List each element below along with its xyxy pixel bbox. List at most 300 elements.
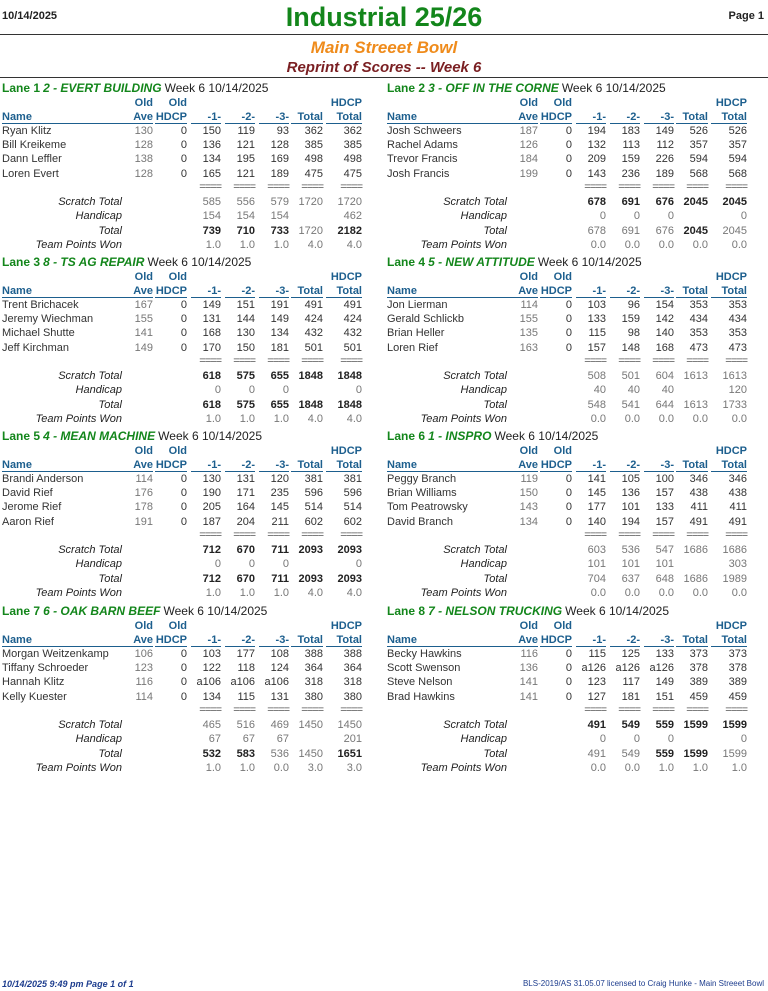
player-total: 596 bbox=[304, 487, 323, 499]
player-g1: a106 bbox=[196, 676, 221, 688]
summary-handicap-value: 0 bbox=[740, 210, 747, 222]
player-hdcp: 0 bbox=[565, 473, 572, 485]
separator: ==== bbox=[267, 704, 289, 716]
lane-header bbox=[2, 429, 262, 443]
player-ave: 138 bbox=[134, 153, 153, 165]
player-g3: 134 bbox=[270, 327, 289, 339]
player-g2: 195 bbox=[236, 153, 255, 165]
summary-label-total: Total bbox=[98, 225, 122, 237]
player-ave: 143 bbox=[519, 501, 538, 513]
player-ave: 176 bbox=[134, 487, 153, 499]
player-ave: 135 bbox=[519, 327, 538, 339]
summary-scratch-value: 676 bbox=[655, 196, 674, 208]
summary-points-value: 0.0 bbox=[624, 587, 640, 599]
player-g3: 140 bbox=[655, 327, 674, 339]
summary-totals-value: 704 bbox=[587, 573, 606, 585]
separator: ==== bbox=[686, 704, 708, 716]
col-header-hdcp-total: Total bbox=[711, 285, 747, 298]
player-name: Aaron Rief bbox=[2, 516, 54, 528]
player-hdcp: 0 bbox=[565, 139, 572, 151]
player-hdcp: 0 bbox=[565, 313, 572, 325]
summary-totals-value: 2045 bbox=[722, 225, 747, 237]
summary-label-points: Team Points Won bbox=[35, 239, 122, 251]
player-g1: 131 bbox=[202, 313, 221, 325]
summary-handicap-value: 0 bbox=[214, 384, 221, 396]
summary-totals-value: 1733 bbox=[722, 399, 747, 411]
summary-scratch-value: 1686 bbox=[722, 544, 747, 556]
page-number: Page 1 bbox=[728, 10, 764, 22]
summary-scratch-value: 508 bbox=[587, 370, 606, 382]
player-hdcp: 0 bbox=[180, 139, 187, 151]
col-header-name: Name bbox=[387, 111, 509, 124]
player-hdcp-total: 596 bbox=[343, 487, 362, 499]
player-total: 364 bbox=[304, 662, 323, 674]
player-hdcp: 0 bbox=[180, 125, 187, 137]
player-name: Dann Leffler bbox=[2, 153, 62, 165]
summary-handicap-value: 0 bbox=[740, 733, 747, 745]
summary-totals-value: 575 bbox=[236, 399, 255, 411]
lane-header bbox=[387, 255, 642, 269]
summary-scratch-value: 604 bbox=[655, 370, 674, 382]
player-g3: a106 bbox=[264, 676, 289, 688]
separator: ==== bbox=[618, 355, 640, 367]
player-name: Bill Kreikeme bbox=[2, 139, 67, 151]
player-ave: 150 bbox=[519, 487, 538, 499]
header-rule bbox=[0, 34, 768, 35]
separator: ==== bbox=[652, 704, 674, 716]
separator: ==== bbox=[725, 355, 747, 367]
player-total: 475 bbox=[304, 168, 323, 180]
team-name: 3 - OFF IN THE CORNE bbox=[428, 81, 559, 95]
col-header-g2: -2- bbox=[610, 459, 640, 472]
col-header-g3: -3- bbox=[644, 111, 674, 124]
player-name: Steve Nelson bbox=[387, 676, 453, 688]
player-g2: a126 bbox=[615, 662, 640, 674]
player-g3: 145 bbox=[270, 501, 289, 513]
player-g3: 133 bbox=[655, 648, 674, 660]
lane-block bbox=[385, 252, 767, 426]
player-name: Brian Heller bbox=[387, 327, 445, 339]
col-header-g2: -2- bbox=[225, 459, 255, 472]
summary-totals-value: 637 bbox=[621, 573, 640, 585]
player-total: 346 bbox=[689, 473, 708, 485]
player-total: 362 bbox=[304, 125, 323, 137]
player-hdcp: 0 bbox=[565, 153, 572, 165]
player-ave: 134 bbox=[519, 516, 538, 528]
player-total: 498 bbox=[304, 153, 323, 165]
summary-scratch-value: 618 bbox=[202, 370, 221, 382]
col-header-hdcp-total-top: HDCP bbox=[715, 271, 747, 283]
summary-label-scratch: Scratch Total bbox=[58, 370, 122, 382]
separator: ==== bbox=[340, 704, 362, 716]
player-name: Rachel Adams bbox=[387, 139, 458, 151]
player-hdcp: 0 bbox=[180, 473, 187, 485]
player-ave: 106 bbox=[134, 648, 153, 660]
player-g2: 98 bbox=[627, 327, 640, 339]
player-hdcp-total: 385 bbox=[343, 139, 362, 151]
separator: ==== bbox=[301, 704, 323, 716]
summary-totals-value: 2182 bbox=[337, 225, 362, 237]
summary-scratch-value: 1720 bbox=[337, 196, 362, 208]
team-name: 2 - EVERT BUILDING bbox=[43, 81, 162, 95]
col-header-total: Total bbox=[676, 634, 708, 647]
player-g3: 128 bbox=[270, 139, 289, 151]
col-header-hdcp-total-top: HDCP bbox=[330, 620, 362, 632]
player-hdcp: 0 bbox=[180, 313, 187, 325]
separator: ==== bbox=[686, 181, 708, 193]
col-header-old-ave-top: Old bbox=[134, 97, 153, 109]
summary-handicap-value: 154 bbox=[270, 210, 289, 222]
player-total: 373 bbox=[689, 648, 708, 660]
player-hdcp-total: 353 bbox=[728, 299, 747, 311]
separator: ==== bbox=[618, 704, 640, 716]
summary-scratch-value: 712 bbox=[202, 544, 221, 556]
player-g1: 145 bbox=[587, 487, 606, 499]
player-hdcp-total: 498 bbox=[343, 153, 362, 165]
col-header-g3: -3- bbox=[644, 634, 674, 647]
summary-totals-value: 1848 bbox=[337, 399, 362, 411]
player-ave: 187 bbox=[519, 125, 538, 137]
col-header-hdcp-total: Total bbox=[326, 111, 362, 124]
summary-label-scratch: Scratch Total bbox=[443, 719, 507, 731]
week-label: Week 6 10/14/2025 bbox=[565, 604, 670, 618]
lane-header bbox=[387, 429, 598, 443]
summary-points-value: 0.0 bbox=[624, 239, 640, 251]
col-header-hdcp: HDCP bbox=[155, 285, 187, 297]
summary-handicap-value: 67 bbox=[276, 733, 289, 745]
player-hdcp: 0 bbox=[565, 676, 572, 688]
player-g3: 235 bbox=[270, 487, 289, 499]
player-ave: 141 bbox=[519, 691, 538, 703]
player-hdcp-total: 373 bbox=[728, 648, 747, 660]
summary-totals-value: 491 bbox=[587, 748, 606, 760]
summary-label-scratch: Scratch Total bbox=[443, 544, 507, 556]
player-ave: 130 bbox=[134, 125, 153, 137]
player-g1: 150 bbox=[202, 125, 221, 137]
col-header-old-ave-top: Old bbox=[519, 445, 538, 457]
player-hdcp-total: 380 bbox=[343, 691, 362, 703]
player-ave: 126 bbox=[519, 139, 538, 151]
separator: ==== bbox=[233, 181, 255, 193]
col-header-name: Name bbox=[387, 459, 509, 472]
player-name: Tiffany Schroeder bbox=[2, 662, 89, 674]
summary-handicap-value: 0 bbox=[633, 210, 640, 222]
player-total: 385 bbox=[304, 139, 323, 151]
week-label: Week 6 10/14/2025 bbox=[163, 604, 268, 618]
summary-points-value: 0.0 bbox=[692, 239, 708, 251]
col-header-hdcp-total-top: HDCP bbox=[330, 271, 362, 283]
player-hdcp: 0 bbox=[565, 691, 572, 703]
col-header-g2: -2- bbox=[610, 285, 640, 298]
player-hdcp: 0 bbox=[565, 342, 572, 354]
player-g1: 136 bbox=[202, 139, 221, 151]
player-hdcp: 0 bbox=[180, 676, 187, 688]
summary-points-value: 1.0 bbox=[273, 413, 289, 425]
summary-points-value: 0.0 bbox=[273, 762, 289, 774]
summary-totals-value: 559 bbox=[655, 748, 674, 760]
player-g1: 127 bbox=[587, 691, 606, 703]
summary-scratch-value: 678 bbox=[587, 196, 606, 208]
summary-scratch-value: 585 bbox=[202, 196, 221, 208]
col-header-ave: Ave bbox=[123, 111, 153, 124]
player-name: David Branch bbox=[387, 516, 454, 528]
summary-points-value: 1.0 bbox=[273, 587, 289, 599]
player-g1: 132 bbox=[587, 139, 606, 151]
player-g2: 177 bbox=[236, 648, 255, 660]
lane-header bbox=[2, 81, 268, 95]
player-g3: 93 bbox=[276, 125, 289, 137]
player-hdcp: 0 bbox=[180, 648, 187, 660]
lane-number: Lane 1 bbox=[2, 81, 41, 95]
player-ave: 167 bbox=[134, 299, 153, 311]
player-g3: 149 bbox=[655, 125, 674, 137]
summary-handicap-value: 0 bbox=[248, 384, 255, 396]
col-header-g3: -3- bbox=[644, 285, 674, 298]
summary-handicap-value: 0 bbox=[282, 558, 289, 570]
player-hdcp-total: 473 bbox=[728, 342, 747, 354]
player-g2: 119 bbox=[237, 125, 255, 137]
col-header-total: Total bbox=[291, 459, 323, 472]
player-g3: 168 bbox=[655, 342, 674, 354]
lane-number: Lane 4 bbox=[387, 255, 426, 269]
separator: ==== bbox=[301, 355, 323, 367]
player-g3: 142 bbox=[655, 313, 674, 325]
summary-points-value: 0.0 bbox=[590, 762, 606, 774]
summary-label-handicap: Handicap bbox=[75, 210, 122, 222]
player-g1: 123 bbox=[587, 676, 606, 688]
summary-points-value: 4.0 bbox=[307, 239, 323, 251]
summary-scratch-value: 465 bbox=[202, 719, 221, 731]
summary-handicap-value: 0 bbox=[248, 558, 255, 570]
separator: ==== bbox=[233, 704, 255, 716]
col-header-ave: Ave bbox=[508, 459, 538, 472]
summary-points-value: 0.0 bbox=[624, 762, 640, 774]
summary-handicap-value: 0 bbox=[667, 733, 674, 745]
player-g3: 169 bbox=[270, 153, 289, 165]
summary-totals-value: 536 bbox=[270, 748, 289, 760]
player-g3: a126 bbox=[649, 662, 674, 674]
summary-totals-value: 712 bbox=[202, 573, 221, 585]
player-g1: 209 bbox=[587, 153, 606, 165]
summary-totals-value: 541 bbox=[621, 399, 640, 411]
col-header-ave: Ave bbox=[123, 285, 153, 298]
player-hdcp: 0 bbox=[180, 487, 187, 499]
summary-scratch-value: 2045 bbox=[722, 196, 747, 208]
player-name: Jeff Kirchman bbox=[2, 342, 70, 354]
player-g2: 236 bbox=[621, 168, 640, 180]
summary-label-handicap: Handicap bbox=[460, 384, 507, 396]
lane-block bbox=[385, 78, 767, 252]
player-ave: 114 bbox=[135, 473, 153, 485]
col-header-name: Name bbox=[387, 285, 509, 298]
summary-points-value: 1.0 bbox=[239, 413, 255, 425]
player-hdcp: 0 bbox=[565, 327, 572, 339]
summary-totals-value: 532 bbox=[202, 748, 221, 760]
player-ave: 163 bbox=[519, 342, 538, 354]
player-g1: 130 bbox=[202, 473, 221, 485]
player-g2: 171 bbox=[236, 487, 255, 499]
separator: ==== bbox=[301, 529, 323, 541]
summary-label-total: Total bbox=[483, 225, 507, 237]
player-g2: 115 bbox=[237, 691, 255, 703]
summary-label-points: Team Points Won bbox=[35, 762, 122, 774]
summary-points-value: 3.0 bbox=[307, 762, 323, 774]
player-name: Scott Swenson bbox=[387, 662, 461, 674]
player-hdcp-total: 491 bbox=[728, 516, 747, 528]
summary-points-value: 0.0 bbox=[590, 413, 606, 425]
summary-scratch-value: 2093 bbox=[298, 544, 323, 556]
summary-handicap-value: 0 bbox=[599, 210, 606, 222]
summary-totals-value: 548 bbox=[587, 399, 606, 411]
player-g2: 204 bbox=[236, 516, 255, 528]
summary-points-value: 4.0 bbox=[346, 587, 362, 599]
player-hdcp: 0 bbox=[565, 648, 572, 660]
team-name: 7 - NELSON TRUCKING bbox=[428, 604, 563, 618]
summary-label-points: Team Points Won bbox=[420, 413, 507, 425]
player-g3: 108 bbox=[270, 648, 289, 660]
col-header-g3: -3- bbox=[259, 285, 289, 298]
summary-points-value: 3.0 bbox=[346, 762, 362, 774]
separator: ==== bbox=[725, 181, 747, 193]
col-header-hdcp-total: Total bbox=[711, 634, 747, 647]
separator: ==== bbox=[301, 181, 323, 193]
player-hdcp: 0 bbox=[565, 125, 572, 137]
col-header-total: Total bbox=[291, 285, 323, 298]
summary-points-value: 1.0 bbox=[658, 762, 674, 774]
summary-handicap-value: 67 bbox=[208, 733, 221, 745]
player-g1: 205 bbox=[202, 501, 221, 513]
col-header-old-hdcp-top: Old bbox=[553, 97, 572, 109]
summary-label-handicap: Handicap bbox=[75, 558, 122, 570]
player-g1: 177 bbox=[587, 501, 606, 513]
player-hdcp-total: 353 bbox=[728, 327, 747, 339]
col-header-name: Name bbox=[2, 459, 124, 472]
player-g1: 194 bbox=[587, 125, 606, 137]
player-g2: 159 bbox=[621, 153, 640, 165]
summary-scratch-value: 1848 bbox=[337, 370, 362, 382]
summary-points-value: 0.0 bbox=[658, 239, 674, 251]
col-header-old-ave-top: Old bbox=[134, 445, 153, 457]
col-header-old-hdcp-top: Old bbox=[168, 445, 187, 457]
player-g3: 149 bbox=[270, 313, 289, 325]
summary-label-scratch: Scratch Total bbox=[58, 544, 122, 556]
separator: ==== bbox=[618, 529, 640, 541]
league-title: Industrial 25/26 bbox=[285, 2, 483, 32]
lane-block bbox=[0, 78, 382, 252]
summary-scratch-value: 559 bbox=[655, 719, 674, 731]
player-ave: 123 bbox=[134, 662, 153, 674]
summary-handicap-value: 40 bbox=[627, 384, 640, 396]
player-name: Josh Schweers bbox=[387, 125, 462, 137]
lane-block bbox=[385, 426, 767, 600]
summary-totals-value: 670 bbox=[236, 573, 255, 585]
player-name: Becky Hawkins bbox=[387, 648, 462, 660]
summary-points-value: 1.0 bbox=[205, 762, 221, 774]
separator: ==== bbox=[652, 355, 674, 367]
week-label: Week 6 10/14/2025 bbox=[494, 429, 599, 443]
player-name: Kelly Kuester bbox=[2, 691, 67, 703]
summary-totals-value: 739 bbox=[202, 225, 221, 237]
player-total: 459 bbox=[689, 691, 708, 703]
summary-totals-value: 1599 bbox=[683, 748, 708, 760]
player-hdcp-total: 594 bbox=[728, 153, 747, 165]
player-g1: 103 bbox=[587, 299, 606, 311]
player-total: 602 bbox=[304, 516, 323, 528]
summary-scratch-value: 1613 bbox=[722, 370, 747, 382]
player-total: 491 bbox=[304, 299, 323, 311]
summary-label-scratch: Scratch Total bbox=[58, 719, 122, 731]
col-header-total: Total bbox=[676, 285, 708, 298]
week-label: Week 6 10/14/2025 bbox=[164, 81, 269, 95]
player-g3: 157 bbox=[655, 516, 674, 528]
separator: ==== bbox=[584, 529, 606, 541]
player-g2: 121 bbox=[236, 139, 255, 151]
col-header-name: Name bbox=[2, 634, 124, 647]
team-name: 5 - NEW ATTITUDE bbox=[428, 255, 535, 269]
player-hdcp: 0 bbox=[180, 153, 187, 165]
col-header-g3: -3- bbox=[259, 634, 289, 647]
summary-points-value: 1.0 bbox=[273, 239, 289, 251]
player-name: Peggy Branch bbox=[387, 473, 457, 485]
summary-points-value: 0.0 bbox=[731, 239, 747, 251]
lane-header bbox=[387, 604, 669, 618]
player-name: Trevor Francis bbox=[387, 153, 458, 165]
separator: ==== bbox=[233, 355, 255, 367]
col-header-hdcp: HDCP bbox=[540, 285, 572, 297]
lane-number: Lane 5 bbox=[2, 429, 41, 443]
player-g1: 187 bbox=[202, 516, 221, 528]
player-g1: 103 bbox=[202, 648, 221, 660]
summary-label-handicap: Handicap bbox=[460, 558, 507, 570]
separator: ==== bbox=[652, 181, 674, 193]
col-header-total: Total bbox=[676, 459, 708, 472]
summary-points-value: 4.0 bbox=[307, 587, 323, 599]
player-ave: 116 bbox=[135, 676, 153, 688]
player-name: Hannah Klitz bbox=[2, 676, 65, 688]
col-header-hdcp: HDCP bbox=[155, 111, 187, 123]
summary-points-value: 4.0 bbox=[346, 239, 362, 251]
summary-handicap-value: 120 bbox=[728, 384, 747, 396]
col-header-hdcp: HDCP bbox=[540, 634, 572, 646]
summary-scratch-value: 691 bbox=[621, 196, 640, 208]
col-header-g3: -3- bbox=[644, 459, 674, 472]
col-header-hdcp-total-top: HDCP bbox=[715, 620, 747, 632]
summary-scratch-value: 491 bbox=[587, 719, 606, 731]
player-g2: 118 bbox=[237, 662, 255, 674]
lane-number: Lane 8 bbox=[387, 604, 426, 618]
player-g3: 120 bbox=[270, 473, 289, 485]
player-total: 438 bbox=[689, 487, 708, 499]
summary-scratch-value: 1686 bbox=[683, 544, 708, 556]
summary-label-total: Total bbox=[98, 573, 122, 585]
player-g2: 130 bbox=[236, 327, 255, 339]
player-total: 424 bbox=[304, 313, 323, 325]
separator: ==== bbox=[340, 355, 362, 367]
summary-totals-value: 2093 bbox=[337, 573, 362, 585]
summary-handicap-value: 0 bbox=[599, 733, 606, 745]
col-header-old-ave-top: Old bbox=[134, 620, 153, 632]
summary-totals-value: 1599 bbox=[722, 748, 747, 760]
col-header-name: Name bbox=[2, 111, 124, 124]
player-ave: 155 bbox=[134, 313, 153, 325]
player-total: 473 bbox=[689, 342, 708, 354]
summary-scratch-value: 1848 bbox=[298, 370, 323, 382]
player-g1: a126 bbox=[581, 662, 606, 674]
player-hdcp-total: 434 bbox=[728, 313, 747, 325]
summary-points-value: 0.0 bbox=[658, 587, 674, 599]
week-label: Week 6 10/14/2025 bbox=[147, 255, 252, 269]
col-header-old-ave-top: Old bbox=[134, 271, 153, 283]
